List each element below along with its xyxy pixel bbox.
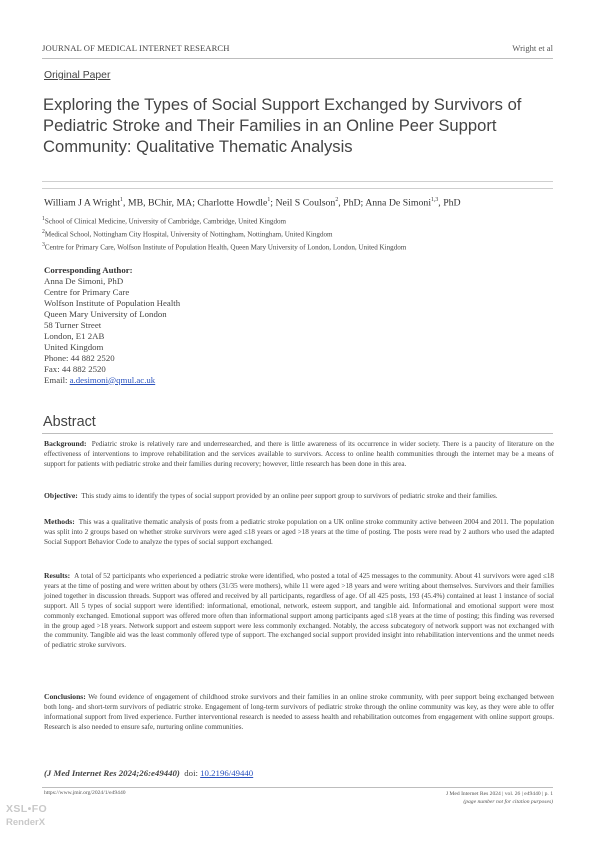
abstract-background [44, 439, 554, 470]
citation-reference: (J Med Internet Res 2024;26:e49440) [44, 768, 180, 778]
corresponding-author-block [44, 265, 180, 385]
email-link[interactable]: a.desimoni@qmul.ac.uk [69, 374, 156, 385]
author-affiliation-mark: 1,3 [431, 197, 439, 203]
page-number-note: (page number not for citation purposes) [463, 799, 553, 805]
methods-text: This was a qualitative thematic analysis of posts from a pediatric stroke population on a UK online stroke community active between 2004 and 2011. The population was split into 2 groups based on whether stroke survivors were aged ≤18 years or aged >18 years at the time of posting. The posts were read by 2 authors who used the adapted Social Support Behavior Code to analyze the types of social support exchanged. [44, 518, 554, 546]
abstract-results [44, 571, 554, 651]
corresponding-email-line [44, 375, 180, 386]
logo-line-2: RenderX [6, 817, 46, 828]
title-divider-top [42, 181, 553, 182]
header-divider [42, 58, 553, 59]
author-degrees: , PhD [438, 197, 461, 209]
affiliation [42, 242, 406, 251]
author-list [44, 197, 461, 208]
doi-link[interactable]: 10.2196/49440 [200, 768, 254, 778]
affiliation-text: Medical School, Nottingham City Hospital, University of Nottingham, Nottingham, United Kingdom [44, 230, 333, 239]
affiliation-number: 1 [42, 216, 45, 222]
footer-journal-info [446, 790, 553, 806]
author-degrees: , PhD; [338, 197, 366, 209]
journal-volume-page: J Med Internet Res 2024 | vol. 26 | e49440 | p. 1 [445, 791, 553, 797]
objective-label: Objective: [44, 491, 78, 500]
author-name: Neil S Coulson [275, 197, 336, 209]
doi-label: doi: [184, 768, 201, 778]
corresponding-line: Wolfson Institute of Population Health [44, 297, 181, 308]
author-name: Charlotte Howdle [197, 197, 268, 209]
corresponding-author-label: Corresponding Author: [44, 265, 133, 275]
background-label: Background: [44, 439, 87, 448]
affiliation [42, 216, 286, 225]
author-degrees: , MB, BChir, MA; [122, 197, 198, 209]
author-affiliation-mark: 1 [120, 197, 123, 203]
author-name: William J A Wright [44, 197, 121, 209]
email-label: Email: [44, 374, 70, 385]
running-author: Wright et al [512, 43, 553, 53]
methods-label: Methods: [44, 517, 75, 526]
corresponding-line: Centre for Primary Care [44, 286, 130, 297]
abstract-methods [44, 517, 554, 548]
author-name: Anna De Simoni [365, 197, 432, 209]
corresponding-line: Phone: 44 882 2520 [44, 352, 115, 363]
conclusions-label: Conclusions: [44, 692, 86, 701]
background-text: Pediatric stroke is relatively rare and underresearched, and there is little awareness of its occurrence in wider society. There is a paucity of literature on the effectiveness of interventions to improve rehabilitation and the services available to survivors. Access to online health communities through the internet may be a means of support for patients with pediatric stroke and their families during recovery; however, little research has been done in this area. [44, 440, 554, 468]
corresponding-line: Fax: 44 882 2520 [44, 363, 106, 374]
affiliation [42, 229, 333, 238]
footer-divider [42, 787, 553, 788]
journal-name: JOURNAL OF MEDICAL INTERNET RESEARCH [42, 43, 230, 53]
corresponding-line: Queen Mary University of London [44, 308, 167, 319]
abstract-objective [44, 491, 554, 502]
objective-text: This study aims to identify the types of social support provided by an online peer support group to survivors of pediatric stroke and their families. [81, 492, 498, 500]
citation-line [44, 768, 253, 778]
affiliation-number: 2 [42, 229, 45, 235]
results-text: A total of 52 participants who experienced a pediatric stroke were identified, who posted a total of 425 messages to the community. About 41 survivors were aged ≤18 years at the time of posting and were written about by others (31/35 were mothers), while 11 were aged >18 years and were writing about themselves. Survivors and their families joined together in discussion threads. Support was offered and received by all participants, regardless of age. Of all 425 posts, 193 (45.4%) contained at least 1 instance of social support. All 5 types of social support were identified: informational, emotional, network, esteem support, and tangible aid. Informational and emotional support were most commonly exchanged. Emotional support was offered more often than informational support among participants aged ≤18 years at the time of posting; this finding was reversed in the group aged >18 years. Network support and esteem support were less commonly exchanged. Notably, the access subcategory of network support was not exchanged with the community. Tangible aid was the least commonly offered type of support. The exchanged social support provided insight into rehabilitation interventions and the unmet needs of pediatric stroke survivors. [44, 572, 555, 650]
conclusions-text: We found evidence of engagement of childhood stroke survivors and their families in an online stroke community, with peer support being exchanged between both long- and short-term survivors of pediatric stroke. Engagement of long-term survivors of pediatric stroke through the online community was key, as they were able to offer informational support from lived experience. Further interventional research is needed to assess health and rehabilitation outcomes from engagement with online support groups. Research is also needed to ensure safe, nurturing online communities. [44, 693, 554, 731]
author-affiliation-mark: 2 [335, 197, 339, 203]
affiliation-number: 3 [42, 242, 45, 248]
corresponding-line: Anna De Simoni, PhD [44, 275, 124, 286]
author-affiliation-mark: 1 [267, 197, 271, 203]
article-url[interactable]: https://www.jmir.org/2024/1/e49440 [44, 790, 126, 796]
renderx-logo [6, 803, 47, 828]
corresponding-line: London, E1 2AB [44, 330, 105, 341]
abstract-heading: Abstract [43, 414, 96, 430]
affiliation-text: School of Clinical Medicine, University of Cambridge, Cambridge, United Kingdom [44, 217, 287, 226]
abstract-divider [42, 433, 553, 434]
corresponding-line: 58 Turner Street [44, 319, 102, 330]
logo-line-1: XSL•FO [6, 803, 48, 815]
article-type-label: Original Paper [44, 70, 111, 81]
results-label: Results: [44, 571, 71, 580]
corresponding-line: United Kingdom [44, 341, 104, 352]
title-divider-bottom [42, 188, 553, 189]
affiliation-text: Centre for Primary Care, Wolfson Institute of Population Health, Queen Mary University of London, London, United Kingdom [44, 243, 407, 252]
article-title: Exploring the Types of Social Support Exchanged by Survivors of Pediatric Stroke and Their Families in an Online Peer Support Community: Qualitative Thematic Analysis [43, 95, 522, 156]
abstract-conclusions [44, 692, 554, 733]
author-degrees: ; [270, 197, 276, 209]
